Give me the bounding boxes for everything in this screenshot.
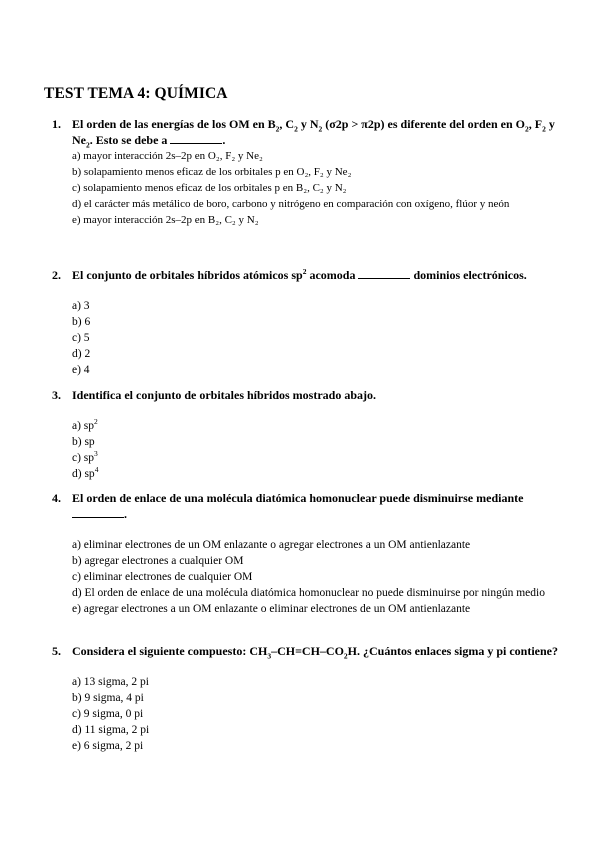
question-number: 5. — [52, 644, 61, 658]
options-list — [72, 418, 562, 482]
option-e: e) 4 — [72, 364, 90, 376]
option-b: b) agregar electrones a cualquier OM — [72, 555, 244, 567]
option-d: d) 11 sigma, 2 pi — [72, 724, 150, 736]
question-1 — [52, 116, 562, 228]
option-d: d) 2 — [72, 348, 91, 360]
option-e: e) 6 sigma, 2 pi — [72, 740, 144, 752]
options-list — [72, 674, 562, 754]
question-number: 3. — [52, 388, 61, 402]
question-text: El conjunto de orbitales híbridos atómicos $sp^2$ acomoda dominios electrónicos. — [72, 267, 527, 282]
question-number: 4. — [52, 491, 61, 505]
option-b: b) 6 — [72, 316, 91, 328]
option-c: c) eliminar electrones de cualquier OM — [72, 571, 253, 583]
question-text: El orden de enlace de una molécula diatómica homonuclear puede disminuirse mediante . — [72, 491, 524, 521]
option-a: a) eliminar electrones de un OM enlazante o agregar electrones a un OM antienlazante — [72, 539, 471, 551]
option-b: b) solapamiento menos eficaz de los orbitales p en O₂, F₂ y Ne₂ — [72, 166, 352, 178]
question-text: El orden de las energías de los OM en $B_2$, $C_2$ y $N_2$ (σ2p > π2p) es diferente del orden en $O_2$, $F_2$ y $Ne_2$. Esto se debe a . — [72, 117, 555, 150]
question-number: 1. — [52, 117, 61, 131]
option-c: c) solapamiento menos eficaz de los orbitales p en B₂, C₂ y N₂ — [72, 182, 347, 194]
option-a: a) 3 — [72, 300, 90, 312]
option-b: b) 9 sigma, 4 pi — [72, 692, 144, 704]
option-d: d) el carácter más metálico de boro, carbono y nitrógeno en comparación con oxígeno, flúor y neón — [72, 198, 510, 210]
answer-blank — [72, 507, 124, 518]
options-list — [72, 537, 562, 617]
answer-blank — [170, 133, 222, 144]
answer-blank — [358, 268, 410, 279]
question-number: 2. — [52, 268, 61, 282]
option-e: e) agregar electrones a un OM enlazante o eliminar electrones de un OM antienlazante — [72, 603, 471, 615]
option-a: a) $sp^2$ — [72, 417, 98, 432]
question-text: Identifica el conjunto de orbitales híbridos mostrado abajo. — [72, 388, 377, 402]
option-d: d) El orden de enlace de una molécula diatómica homonuclear no puede disminuirse por ningún medio — [72, 587, 545, 599]
question-5 — [52, 643, 562, 754]
option-c: c) $sp^3$ — [72, 449, 98, 464]
page-title: TEST TEMA 4: QUÍMICA — [44, 85, 228, 102]
question-text: Considera el siguiente compuesto: $CH_3-CH=CH-CO_2H$. ¿Cuántos enlaces sigma y pi contiene? — [72, 644, 559, 661]
question-4 — [52, 490, 562, 617]
options-list — [72, 148, 562, 228]
options-list — [72, 298, 562, 378]
option-a: a) mayor interacción 2s–2p en O₂, F₂ y Ne₂ — [72, 150, 263, 162]
option-d: d) $sp^4$ — [72, 465, 99, 480]
option-c: c) 5 — [72, 332, 90, 344]
option-a: a) 13 sigma, 2 pi — [72, 676, 149, 688]
option-c: c) 9 sigma, 0 pi — [72, 708, 144, 720]
option-b: b) sp — [72, 436, 95, 448]
option-e: e) mayor interacción 2s–2p en B₂, C₂ y N₂ — [72, 214, 259, 226]
question-3 — [52, 387, 562, 482]
question-2 — [52, 267, 562, 378]
